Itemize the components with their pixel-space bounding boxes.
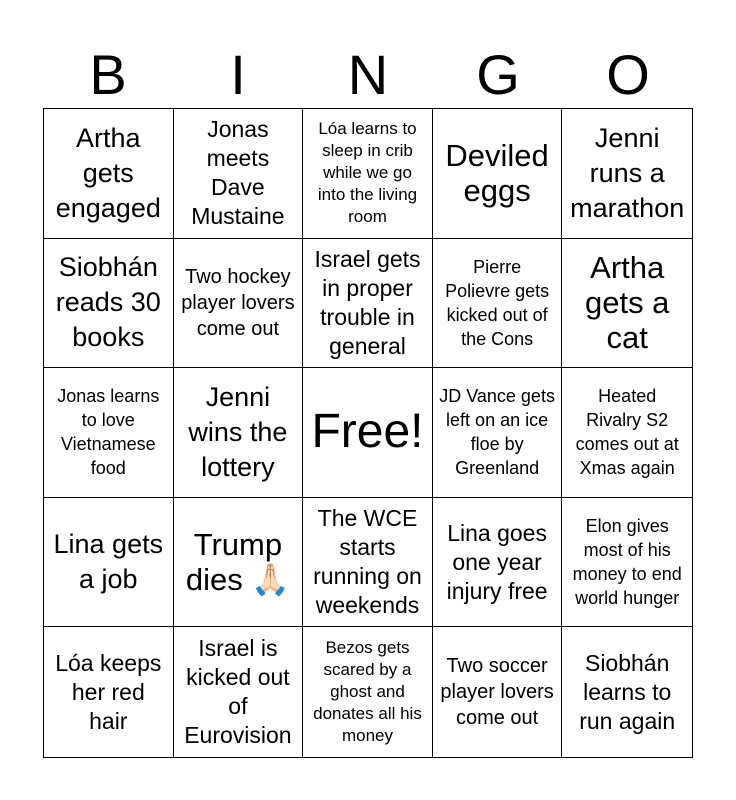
bingo-cell[interactable]: [174, 627, 304, 757]
cell-text: Elon gives most of his money to end world hunger: [572, 516, 682, 609]
cell-text: Free!: [311, 405, 424, 459]
bingo-cell[interactable]: [433, 627, 563, 757]
cell-text: Heated Rivalry S2 comes out at Xmas again: [575, 386, 679, 479]
cell-text: Two hockey player lovers come out: [181, 265, 295, 340]
cell-text: Israel is kicked out of Eurovision: [184, 635, 292, 749]
cell-text: Jonas meets Dave Mustaine: [191, 116, 285, 230]
bingo-cell[interactable]: [44, 498, 174, 628]
bingo-cell[interactable]: [433, 109, 563, 239]
bingo-cell[interactable]: [44, 368, 174, 498]
cell-text: Siobhán learns to run again: [579, 649, 676, 734]
cell-text: Artha gets a cat: [584, 250, 670, 356]
free-space[interactable]: [303, 368, 433, 498]
cell-text: Pierre Polievre gets kicked out of the Cons: [445, 256, 550, 349]
bingo-cell[interactable]: [303, 109, 433, 239]
bingo-cell[interactable]: [174, 239, 304, 369]
header-letter-o: O: [606, 43, 650, 106]
bingo-cell[interactable]: [433, 368, 563, 498]
bingo-cell[interactable]: [174, 498, 304, 628]
bingo-cell[interactable]: [562, 368, 692, 498]
bingo-cell[interactable]: [174, 368, 304, 498]
cell-text: Bezos gets scared by a ghost and donates all his money: [313, 638, 422, 746]
cell-text: Jonas learns to love Vietnamese food: [57, 386, 160, 479]
bingo-board: [43, 108, 693, 758]
cell-text: Jenni runs a marathon: [570, 122, 685, 223]
cell-text: Deviled eggs: [445, 138, 549, 209]
bingo-cell[interactable]: [433, 239, 563, 369]
cell-text: Israel gets in proper trouble in general: [314, 245, 421, 359]
cell-text: Lina goes one year injury free: [446, 519, 548, 604]
bingo-cell[interactable]: [562, 627, 692, 757]
cell-text: JD Vance gets left on an ice floe by Greenland: [439, 386, 555, 479]
cell-text: Two soccer player lovers come out: [440, 655, 554, 730]
header-letter-n: N: [347, 43, 389, 106]
cell-text: Artha gets engaged: [55, 122, 161, 223]
cell-text: Trump dies 🙏🏻: [185, 527, 290, 598]
cell-text: Lina gets a job: [53, 529, 164, 595]
header-letter-b: B: [89, 43, 127, 106]
bingo-header: [43, 42, 693, 108]
bingo-cell[interactable]: [303, 498, 433, 628]
bingo-cell[interactable]: [44, 239, 174, 369]
cell-text: Lóa learns to sleep in crib while we go into the living room: [317, 119, 418, 227]
bingo-cell[interactable]: [562, 239, 692, 369]
header-letter-i: I: [230, 43, 246, 106]
bingo-cell[interactable]: [44, 627, 174, 757]
bingo-cell[interactable]: [433, 498, 563, 628]
header-letter-g: G: [476, 43, 520, 106]
cell-text: The WCE starts running on weekends: [313, 505, 422, 619]
cell-text: Siobhán reads 30 books: [55, 252, 161, 353]
bingo-cell[interactable]: [44, 109, 174, 239]
bingo-cell[interactable]: [303, 627, 433, 757]
cell-text: Jenni wins the lottery: [188, 381, 288, 482]
bingo-cell[interactable]: [303, 239, 433, 369]
bingo-cell[interactable]: [174, 109, 304, 239]
bingo-cell[interactable]: [562, 498, 692, 628]
cell-text: Lóa keeps her red hair: [55, 649, 162, 734]
bingo-cell[interactable]: [562, 109, 692, 239]
